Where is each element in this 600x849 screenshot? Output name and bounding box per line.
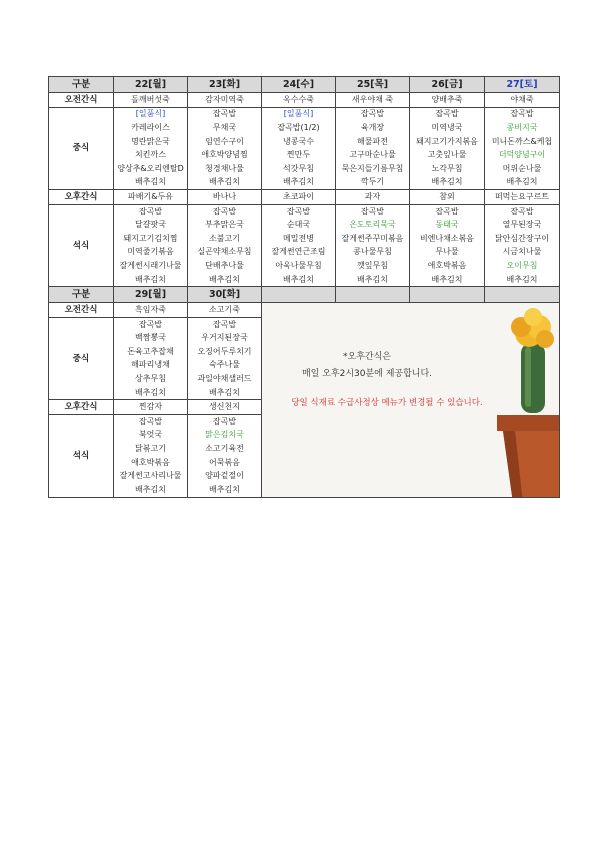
menu-cell: 해파리냉채 bbox=[114, 359, 188, 373]
menu-cell: 석갓무침 bbox=[262, 162, 336, 176]
menu-cell: 메밀전병 bbox=[262, 232, 336, 246]
menu-cell: 초코파이 bbox=[262, 190, 336, 205]
menu-cell: 부추맑은국 bbox=[188, 218, 262, 232]
menu-cell: 배추김치 bbox=[262, 273, 336, 287]
header-day-wed: 24[수] bbox=[262, 77, 336, 93]
week1-lunch-row bbox=[49, 148, 560, 162]
menu-cell: 잡곡밥 bbox=[114, 204, 188, 218]
menu-cell: 파배기&두유 bbox=[114, 190, 188, 205]
menu-cell: 배추김치 bbox=[188, 273, 262, 287]
menu-cell: 새우야채 죽 bbox=[336, 93, 410, 108]
menu-cell: 깍두기 bbox=[336, 176, 410, 190]
menu-cell: 잘게썬연근조림 bbox=[262, 246, 336, 260]
menu-cell: 비엔나채소볶음 bbox=[410, 232, 485, 246]
menu-cell: 무나물 bbox=[410, 246, 485, 260]
menu-cell: [일품식] bbox=[262, 107, 336, 121]
row-label-pm-snack: 오후간식 bbox=[49, 400, 114, 415]
week1-header-row bbox=[49, 77, 560, 93]
menu-cell: 달걀팟국 bbox=[114, 218, 188, 232]
menu-cell: 잡곡밥 bbox=[410, 107, 485, 121]
menu-cell: 배추김치 bbox=[336, 273, 410, 287]
header-day-sat: 27[토] bbox=[485, 77, 560, 93]
menu-cell: 해물파전 bbox=[336, 135, 410, 149]
menu-cell: 생신천지 bbox=[188, 400, 262, 415]
menu-cell: 야채죽 bbox=[485, 93, 560, 108]
menu-cell: 치킨까스 bbox=[114, 148, 188, 162]
menu-cell: 찐만두 bbox=[262, 148, 336, 162]
menu-cell: 바나나 bbox=[188, 190, 262, 205]
menu-cell: 닭볶고기 bbox=[114, 442, 188, 456]
menu-cell: 아욱나물무침 bbox=[262, 259, 336, 273]
week1-lunch-row bbox=[49, 176, 560, 190]
menu-cell: 시금치나물 bbox=[485, 246, 560, 260]
menu-cell: 실곤약채소무침 bbox=[188, 246, 262, 260]
header-day-fri: 26[금] bbox=[410, 77, 485, 93]
menu-cell: 백짬뽕국 bbox=[114, 332, 188, 346]
menu-cell: 동태국 bbox=[410, 218, 485, 232]
menu-cell: 잘게썬시래기나물 bbox=[114, 259, 188, 273]
menu-cell: 과일야채샐러드 bbox=[188, 372, 262, 386]
menu-cell: 잡곡밥 bbox=[410, 204, 485, 218]
notice-panel-inner bbox=[262, 303, 559, 496]
menu-cell: 애호박양념찜 bbox=[188, 148, 262, 162]
menu-cell: 어묵볶음 bbox=[188, 456, 262, 470]
menu-cell: 단배추나물 bbox=[188, 259, 262, 273]
menu-cell: 명란맑은국 bbox=[114, 135, 188, 149]
menu-cell: 미역냉국 bbox=[410, 121, 485, 135]
menu-cell: 깻잎무침 bbox=[336, 259, 410, 273]
week1-lunch-row bbox=[49, 162, 560, 176]
menu-cell: 배추김치 bbox=[114, 273, 188, 287]
menu-cell: 잡곡밥 bbox=[262, 204, 336, 218]
menu-cell: 미니돈까스&케첩 bbox=[485, 135, 560, 149]
week1-dinner-row bbox=[49, 218, 560, 232]
notice-snack-time-title: *오후간식은 bbox=[343, 352, 391, 363]
week1-dinner-row bbox=[49, 204, 560, 218]
menu-cell: 찐감자 bbox=[114, 400, 188, 415]
week1-dinner-row bbox=[49, 273, 560, 287]
menu-cell: 배추김치 bbox=[410, 176, 485, 190]
menu-cell: 고춧잎나물 bbox=[410, 148, 485, 162]
menu-cell: 북엇국 bbox=[114, 429, 188, 443]
week2-am-snack-row bbox=[49, 303, 560, 318]
menu-cell: 콩나물무침 bbox=[336, 246, 410, 260]
menu-cell: 맑은김치국 bbox=[188, 429, 262, 443]
menu-cell: 머위순나물 bbox=[485, 162, 560, 176]
menu-cell: 우거지된장국 bbox=[188, 332, 262, 346]
menu-cell: 과자 bbox=[336, 190, 410, 205]
menu-cell: 닭안심간장구이 bbox=[485, 232, 560, 246]
menu-cell: 숙주나물 bbox=[188, 359, 262, 373]
header-day-tue: 23[화] bbox=[188, 77, 262, 93]
menu-cell: 돈육고추잡채 bbox=[114, 345, 188, 359]
header-day-thu: 25[목] bbox=[336, 77, 410, 93]
menu-cell: 배추김치 bbox=[485, 273, 560, 287]
menu-cell: 배추김치 bbox=[114, 386, 188, 400]
menu-cell: 콩비지국 bbox=[485, 121, 560, 135]
menu-cell: 배추김치 bbox=[485, 176, 560, 190]
menu-cell: 양파겉절이 bbox=[188, 469, 262, 483]
menu-cell: 고구마순나물 bbox=[336, 148, 410, 162]
menu-cell: 냉콩국수 bbox=[262, 135, 336, 149]
menu-cell: 배추김치 bbox=[188, 483, 262, 497]
header-day-mon: 29[월] bbox=[114, 287, 188, 303]
menu-cell: 상추무침 bbox=[114, 372, 188, 386]
menu-cell: 돌깨버섯죽 bbox=[114, 93, 188, 108]
header-blank-cell bbox=[336, 287, 410, 303]
week1-lunch-row bbox=[49, 135, 560, 149]
row-label-pm-snack: 오후간식 bbox=[49, 190, 114, 205]
header-blank-cell bbox=[262, 287, 336, 303]
notice-panel bbox=[262, 303, 560, 497]
menu-cell: 감자미역죽 bbox=[188, 93, 262, 108]
menu-cell: 순대국 bbox=[262, 218, 336, 232]
menu-cell: 흑임자죽 bbox=[114, 303, 188, 318]
menu-cell: 더덕양념구이 bbox=[485, 148, 560, 162]
menu-cell: 애호박볶음 bbox=[114, 456, 188, 470]
week2-header-row bbox=[49, 287, 560, 303]
week1-am-snack-row bbox=[49, 93, 560, 108]
menu-cell: 배추김치 bbox=[114, 176, 188, 190]
row-label-dinner: 석식 bbox=[49, 415, 114, 498]
menu-cell: 잡곡밥 bbox=[188, 107, 262, 121]
header-day-mon: 22[월] bbox=[114, 77, 188, 93]
row-label-am-snack: 오전간식 bbox=[49, 93, 114, 108]
menu-cell: 오징어두루치기 bbox=[188, 345, 262, 359]
header-category: 구분 bbox=[49, 287, 114, 303]
header-day-tue: 30[화] bbox=[188, 287, 262, 303]
menu-cell: 잡곡밥(1/2) bbox=[262, 121, 336, 135]
row-label-dinner: 석식 bbox=[49, 204, 114, 287]
cactus-pot-icon bbox=[469, 303, 559, 497]
menu-cell: 미역줄기볶음 bbox=[114, 246, 188, 260]
menu-cell: 잡곡밥 bbox=[336, 107, 410, 121]
notice-menu-change-warning: 당일 식재료 수급사정상 메뉴가 변경될 수 있습니다. bbox=[291, 398, 483, 409]
week1-dinner-row bbox=[49, 259, 560, 273]
menu-cell: 오이무침 bbox=[485, 259, 560, 273]
menu-cell: 무채국 bbox=[188, 121, 262, 135]
menu-cell: 돼지고기가지볶음 bbox=[410, 135, 485, 149]
menu-cell: 잘게썬주꾸미볶음 bbox=[336, 232, 410, 246]
menu-cell: 애호박볶음 bbox=[410, 259, 485, 273]
menu-cell: 양상추&오리엔탈D bbox=[114, 162, 188, 176]
week1-dinner-row bbox=[49, 232, 560, 246]
menu-cell: 배추김치 bbox=[410, 273, 485, 287]
menu-cell: 잡곡밥 bbox=[336, 204, 410, 218]
menu-cell: 배추김치 bbox=[188, 176, 262, 190]
menu-cell: 잡곡밥 bbox=[485, 204, 560, 218]
week1-lunch-row bbox=[49, 107, 560, 121]
header-category: 구분 bbox=[49, 77, 114, 93]
notice-snack-time-text: 매일 오후2시30분에 제공합니다. bbox=[301, 369, 433, 380]
menu-cell: 육개장 bbox=[336, 121, 410, 135]
menu-cell: 배추김치 bbox=[262, 176, 336, 190]
menu-cell: 청경채나물 bbox=[188, 162, 262, 176]
row-label-lunch: 중식 bbox=[49, 107, 114, 190]
week1-dinner-row bbox=[49, 246, 560, 260]
menu-cell: 온도토리묵국 bbox=[336, 218, 410, 232]
menu-cell: 돼지고기김치찜 bbox=[114, 232, 188, 246]
weekly-menu-table bbox=[48, 76, 560, 498]
menu-cell: 옥수수죽 bbox=[262, 93, 336, 108]
menu-cell: 양배추죽 bbox=[410, 93, 485, 108]
row-label-lunch: 중식 bbox=[49, 317, 114, 400]
header-blank-cell bbox=[410, 287, 485, 303]
menu-cell: 잡곡밥 bbox=[114, 317, 188, 331]
week1-lunch-row bbox=[49, 121, 560, 135]
menu-cell: 참외 bbox=[410, 190, 485, 205]
menu-cell: 잡곡밥 bbox=[485, 107, 560, 121]
row-label-am-snack: 오전간식 bbox=[49, 303, 114, 318]
menu-cell: 잘게썬고사리나물 bbox=[114, 469, 188, 483]
menu-cell: [일품식] bbox=[114, 107, 188, 121]
menu-cell: 임연수구이 bbox=[188, 135, 262, 149]
menu-cell: 잡곡밥 bbox=[188, 415, 262, 429]
menu-cell: 잡곡밥 bbox=[188, 317, 262, 331]
menu-cell: 잡곡밥 bbox=[114, 415, 188, 429]
menu-cell: 묵은지들기름무침 bbox=[336, 162, 410, 176]
week1-pm-snack-row bbox=[49, 190, 560, 205]
menu-cell: 잡곡밥 bbox=[188, 204, 262, 218]
menu-cell: 소고기죽 bbox=[188, 303, 262, 318]
header-blank-cell bbox=[485, 287, 560, 303]
menu-cell: 배추김치 bbox=[114, 483, 188, 497]
menu-cell: 소불고기 bbox=[188, 232, 262, 246]
menu-cell: 노각무침 bbox=[410, 162, 485, 176]
menu-cell: 열무된장국 bbox=[485, 218, 560, 232]
menu-cell: 소고기육전 bbox=[188, 442, 262, 456]
menu-cell: 카레라이스 bbox=[114, 121, 188, 135]
menu-cell: 떠먹는요구르트 bbox=[485, 190, 560, 205]
menu-cell: 배추김치 bbox=[188, 386, 262, 400]
